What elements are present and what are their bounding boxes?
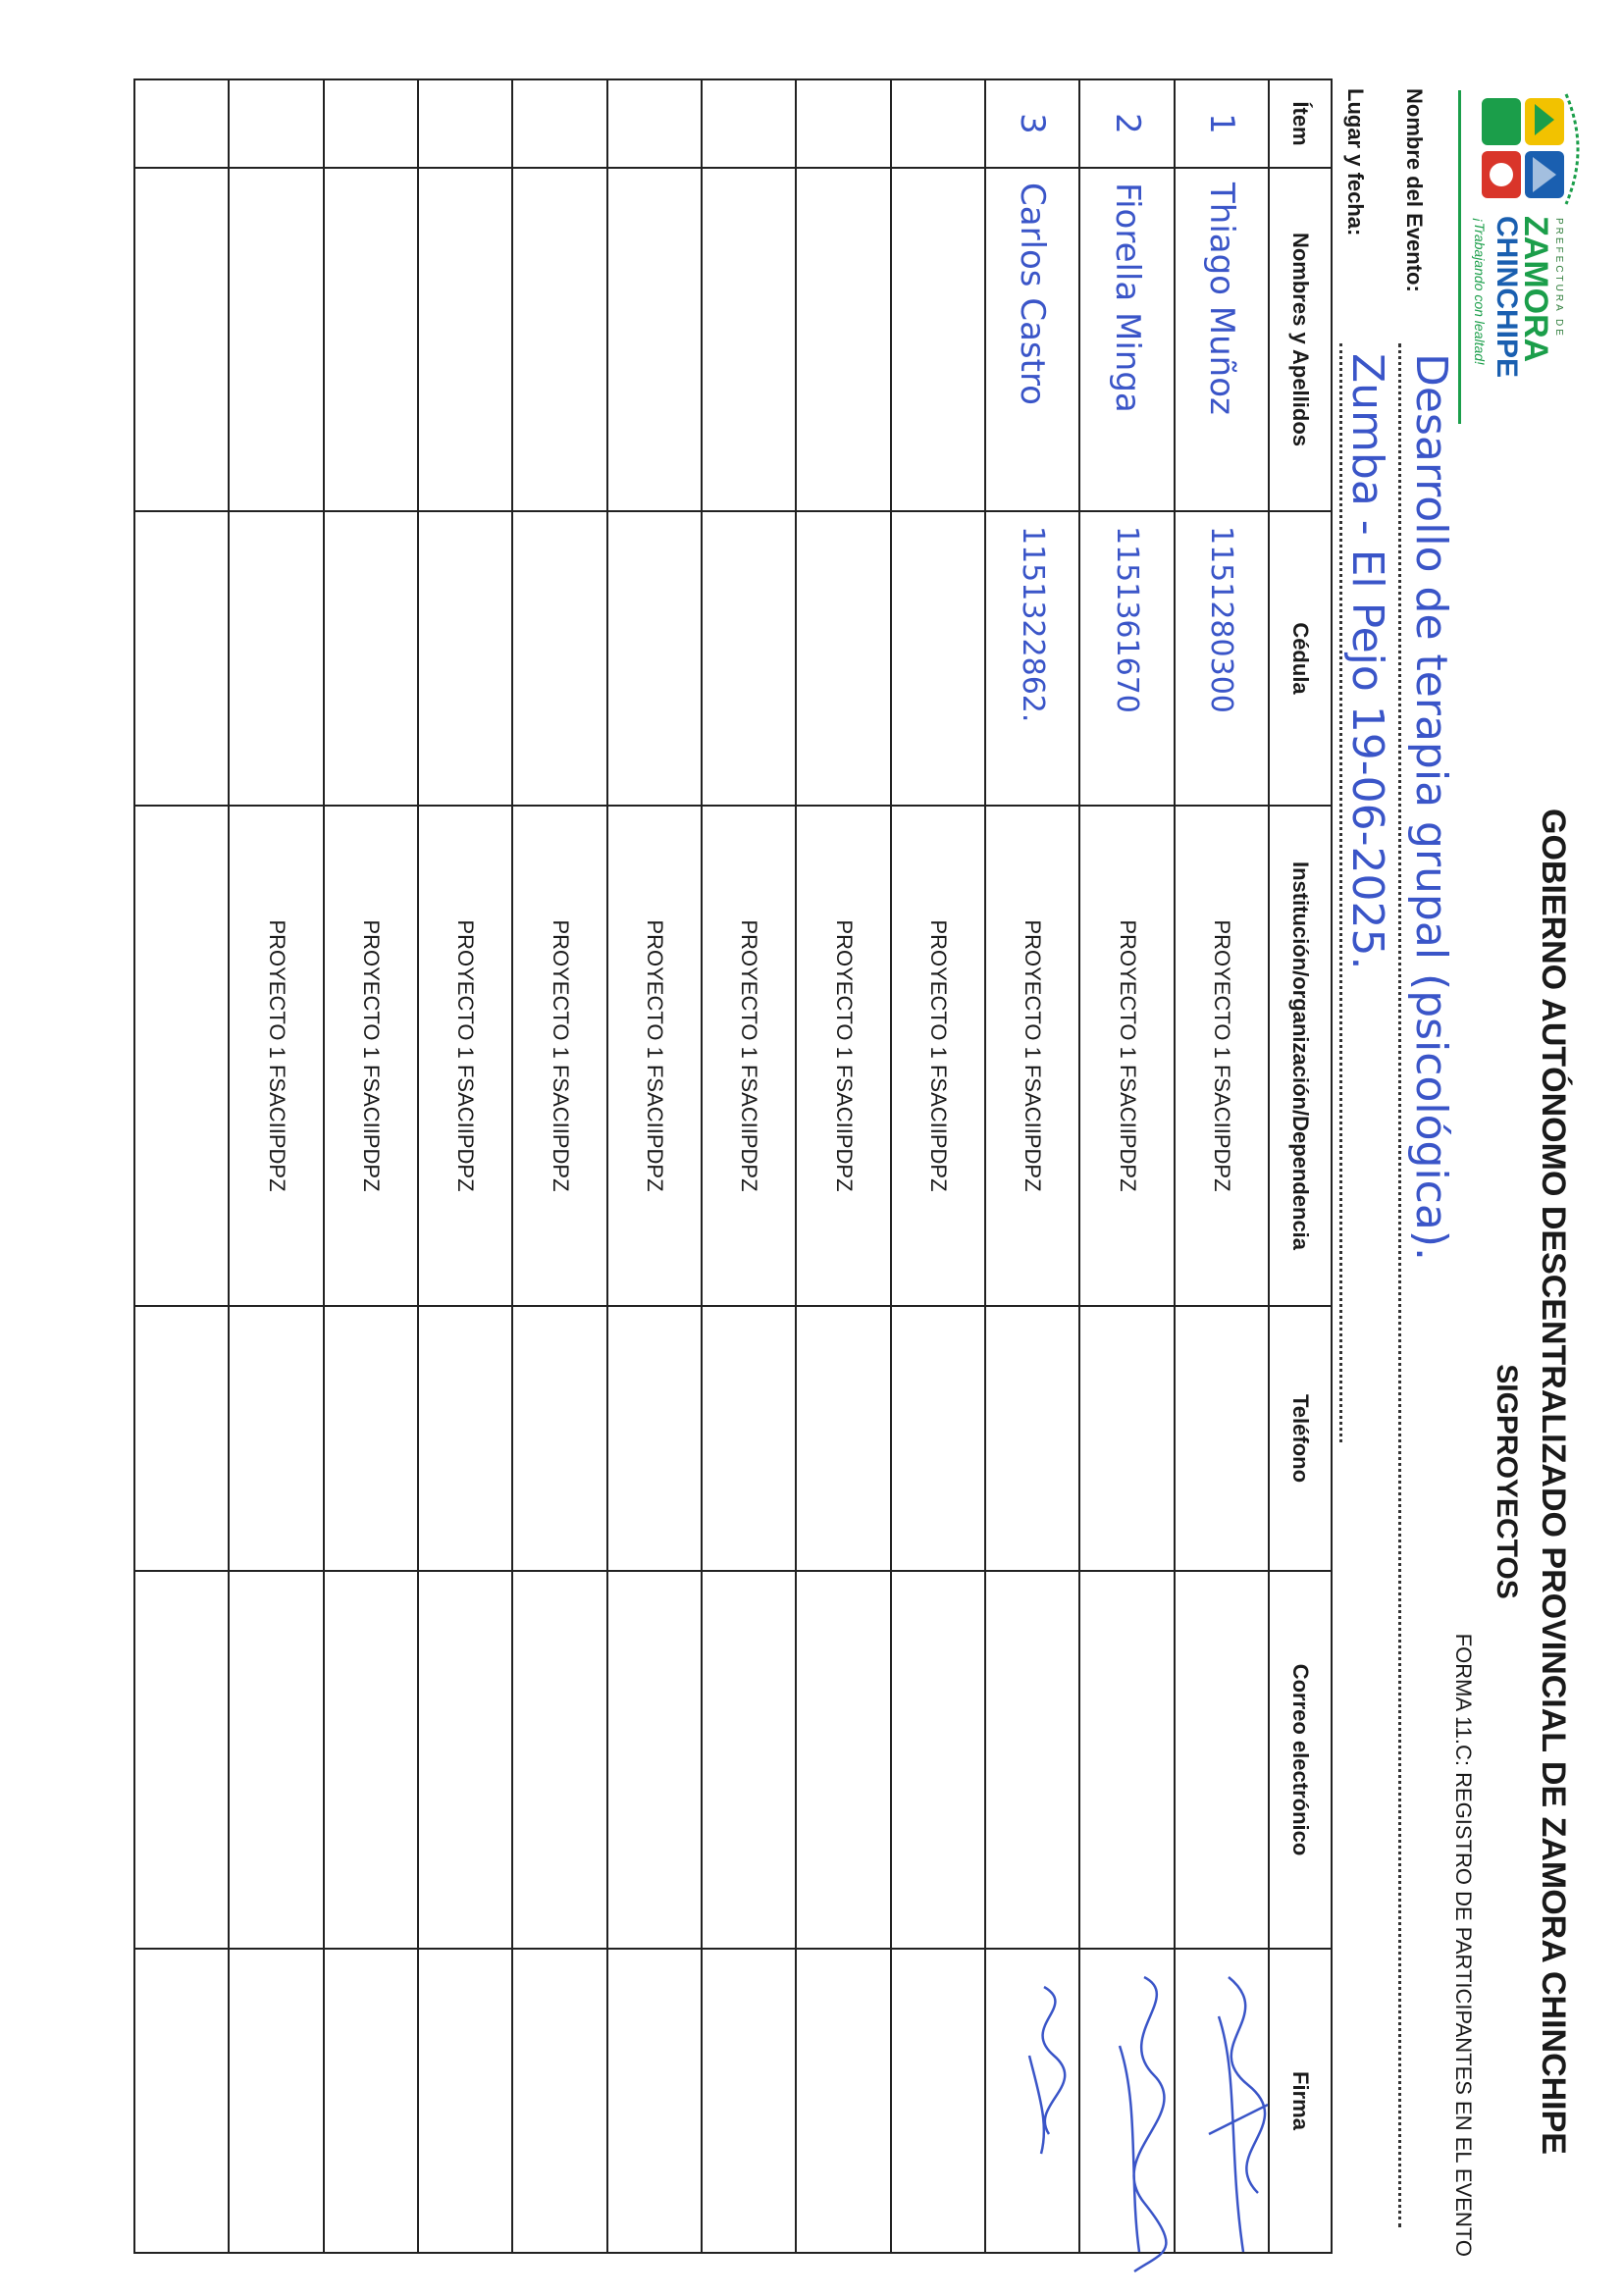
logo-subtitle: PREFECTURA DE bbox=[1553, 218, 1564, 339]
cell-item[interactable] bbox=[512, 79, 606, 168]
cell-institution: PROYECTO 1 FSACIIPDPZ bbox=[985, 806, 1079, 1306]
cell-name[interactable]: Thiago Muñoz bbox=[1175, 168, 1269, 511]
event-name-field[interactable]: Desarrollo de terapia grupal (psicológica). bbox=[1406, 353, 1456, 1261]
cell-email[interactable] bbox=[229, 1571, 323, 1949]
table-row bbox=[985, 79, 1079, 2253]
cell-item[interactable]: 1 bbox=[1175, 79, 1269, 168]
cell-phone[interactable] bbox=[324, 1306, 418, 1571]
table-row bbox=[796, 79, 890, 2253]
cell-item[interactable] bbox=[607, 79, 702, 168]
table-row bbox=[512, 79, 606, 2253]
place-date-field[interactable]: Zumba - El Pejo 19-06-2025. bbox=[1342, 353, 1392, 970]
cell-id[interactable] bbox=[512, 511, 606, 806]
cell-signature[interactable] bbox=[796, 1949, 890, 2253]
cell-email[interactable] bbox=[134, 1571, 229, 1949]
cell-email[interactable] bbox=[702, 1571, 796, 1949]
form-title: FORMA 11.C: REGISTRO DE PARTICIPANTES EN EL EVENTO bbox=[1451, 1633, 1476, 2257]
table-row bbox=[607, 79, 702, 2253]
cell-id[interactable] bbox=[796, 511, 890, 806]
cell-phone[interactable] bbox=[796, 1306, 890, 1571]
cell-name[interactable] bbox=[607, 168, 702, 511]
cell-institution: PROYECTO 1 FSACIIPDPZ bbox=[891, 806, 985, 1306]
cell-email[interactable] bbox=[891, 1571, 985, 1949]
cell-email[interactable] bbox=[324, 1571, 418, 1949]
cell-item[interactable] bbox=[229, 79, 323, 168]
cell-name[interactable] bbox=[418, 168, 512, 511]
table-row bbox=[1079, 79, 1174, 2253]
cell-email[interactable] bbox=[1175, 1571, 1269, 1949]
cell-institution: PROYECTO 1 FSACIIPDPZ bbox=[607, 806, 702, 1306]
cell-phone[interactable] bbox=[1175, 1306, 1269, 1571]
cell-institution: PROYECTO 1 FSACIIPDPZ bbox=[702, 806, 796, 1306]
cell-phone[interactable] bbox=[134, 1306, 229, 1571]
cell-id[interactable] bbox=[229, 511, 323, 806]
cell-phone[interactable] bbox=[1079, 1306, 1174, 1571]
cell-phone[interactable] bbox=[702, 1306, 796, 1571]
cell-institution: PROYECTO 1 FSACIIPDPZ bbox=[796, 806, 890, 1306]
cell-phone[interactable] bbox=[607, 1306, 702, 1571]
table-row bbox=[324, 79, 418, 2253]
cell-signature[interactable] bbox=[229, 1949, 323, 2253]
participants-table bbox=[133, 78, 1333, 2254]
cell-id[interactable]: 1151280300 bbox=[1175, 511, 1269, 806]
table-row bbox=[1175, 79, 1269, 2253]
cell-institution bbox=[134, 806, 229, 1306]
cell-institution: PROYECTO 1 FSACIIPDPZ bbox=[229, 806, 323, 1306]
cell-name[interactable] bbox=[891, 168, 985, 511]
table-row bbox=[134, 79, 229, 2253]
cell-signature[interactable] bbox=[512, 1949, 606, 2253]
header-signature: Firma bbox=[1269, 1949, 1332, 2253]
cell-institution: PROYECTO 1 FSACIIPDPZ bbox=[1079, 806, 1174, 1306]
prefecture-emblem-icon bbox=[1466, 90, 1584, 208]
cell-id[interactable] bbox=[607, 511, 702, 806]
cell-item[interactable] bbox=[891, 79, 985, 168]
handwritten-signature bbox=[1000, 1957, 1098, 2291]
page-title: GOBIERNO AUTÓNOMO DESCENTRALIZADO PROVINCIAL DE ZAMORA CHINCHIPE bbox=[1535, 809, 1572, 2155]
cell-id[interactable] bbox=[702, 511, 796, 806]
cell-name[interactable] bbox=[796, 168, 890, 511]
cell-id[interactable]: 1151322862. bbox=[985, 511, 1079, 806]
cell-email[interactable] bbox=[1079, 1571, 1174, 1949]
handwritten-signature bbox=[1095, 1957, 1193, 2291]
cell-item[interactable] bbox=[702, 79, 796, 168]
cell-signature[interactable] bbox=[607, 1949, 702, 2253]
cell-id[interactable] bbox=[891, 511, 985, 806]
logo-tagline: ¡Trabajando con lealtad! bbox=[1472, 218, 1488, 365]
cell-signature[interactable] bbox=[891, 1949, 985, 2253]
table-row bbox=[229, 79, 323, 2253]
header-id: Cédula bbox=[1269, 511, 1332, 806]
cell-id[interactable] bbox=[134, 511, 229, 806]
cell-phone[interactable] bbox=[891, 1306, 985, 1571]
table-row bbox=[702, 79, 796, 2253]
table-row bbox=[891, 79, 985, 2253]
cell-item[interactable] bbox=[134, 79, 229, 168]
cell-institution: PROYECTO 1 FSACIIPDPZ bbox=[418, 806, 512, 1306]
cell-name[interactable] bbox=[702, 168, 796, 511]
cell-name[interactable] bbox=[512, 168, 606, 511]
header-name: Nombres y Apellidos bbox=[1269, 168, 1332, 511]
cell-institution: PROYECTO 1 FSACIIPDPZ bbox=[512, 806, 606, 1306]
prefecture-logo bbox=[1466, 90, 1584, 424]
table-row bbox=[418, 79, 512, 2253]
cell-name[interactable]: Fiorella Minga bbox=[1079, 168, 1174, 511]
cell-item[interactable] bbox=[796, 79, 890, 168]
header-email: Correo electrónico bbox=[1269, 1571, 1332, 1949]
event-name-label: Nombre del Evento: bbox=[1402, 88, 1427, 292]
cell-item[interactable]: 3 bbox=[985, 79, 1079, 168]
cell-item[interactable]: 2 bbox=[1079, 79, 1174, 168]
cell-phone[interactable] bbox=[418, 1306, 512, 1571]
header-institution: Institución/organización/Dependencia bbox=[1269, 806, 1332, 1306]
cell-email[interactable] bbox=[607, 1571, 702, 1949]
cell-item[interactable] bbox=[418, 79, 512, 168]
logo-name-line1: ZAMORA bbox=[1517, 216, 1554, 363]
cell-name[interactable]: Carlos Castro bbox=[985, 168, 1079, 511]
header-phone: Teléfono bbox=[1269, 1306, 1332, 1571]
cell-signature[interactable] bbox=[134, 1949, 229, 2253]
logo-name-line2: CHINCHIPE bbox=[1491, 216, 1523, 379]
cell-name[interactable] bbox=[229, 168, 323, 511]
place-date-label: Lugar y fecha: bbox=[1343, 88, 1368, 236]
cell-email[interactable] bbox=[796, 1571, 890, 1949]
cell-name[interactable] bbox=[134, 168, 229, 511]
page-subtitle: SIGPROYECTOS bbox=[1491, 1364, 1523, 1599]
table-header-row bbox=[1269, 79, 1332, 2253]
cell-signature[interactable] bbox=[985, 1949, 1079, 2253]
logo-divider bbox=[1458, 90, 1461, 424]
cell-signature[interactable] bbox=[702, 1949, 796, 2253]
cell-item[interactable] bbox=[324, 79, 418, 168]
event-name-line bbox=[1398, 343, 1401, 2227]
cell-phone[interactable] bbox=[985, 1306, 1079, 1571]
cell-institution: PROYECTO 1 FSACIIPDPZ bbox=[1175, 806, 1269, 1306]
handwritten-signature bbox=[1189, 1957, 1287, 2291]
cell-email[interactable] bbox=[418, 1571, 512, 1949]
cell-signature[interactable] bbox=[418, 1949, 512, 2253]
cell-phone[interactable] bbox=[229, 1306, 323, 1571]
cell-email[interactable] bbox=[985, 1571, 1079, 1949]
cell-email[interactable] bbox=[512, 1571, 606, 1949]
cell-id[interactable] bbox=[324, 511, 418, 806]
cell-id[interactable] bbox=[418, 511, 512, 806]
cell-id[interactable]: 1151361670 bbox=[1079, 511, 1174, 806]
cell-institution: PROYECTO 1 FSACIIPDPZ bbox=[324, 806, 418, 1306]
cell-phone[interactable] bbox=[512, 1306, 606, 1571]
header-item: Ítem bbox=[1269, 79, 1332, 168]
cell-signature[interactable] bbox=[324, 1949, 418, 2253]
cell-name[interactable] bbox=[324, 168, 418, 511]
